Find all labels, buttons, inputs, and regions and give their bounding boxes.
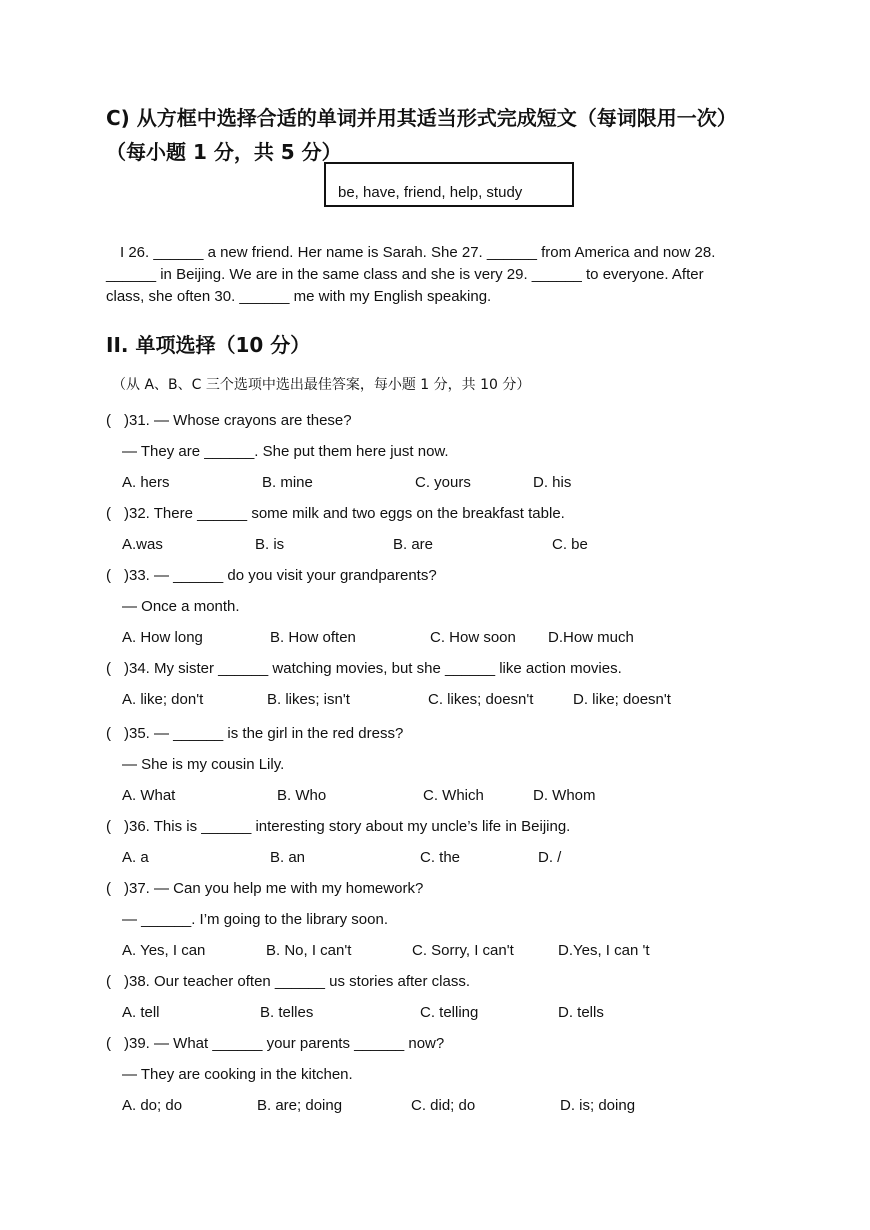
option-c: C. How soon <box>430 629 516 646</box>
word-box-text: be, have, friend, help, study <box>338 184 523 201</box>
question-stem: )36. This is ______ interesting story about my uncle’s life in Beijing. <box>124 818 571 835</box>
option-d: C. be <box>552 536 588 553</box>
option-d: D. his <box>533 474 572 491</box>
answer-paren: ( <box>106 818 111 835</box>
option-d: D.How much <box>548 629 634 646</box>
question-followup: — ______. I’m going to the library soon. <box>122 911 388 928</box>
answer-paren: ( <box>106 567 111 584</box>
option-b: B. Who <box>277 787 327 804</box>
passage-line-1: I 26. ______ a new friend. Her name is Sarah. She 27. ______ from America and now 28. <box>120 244 716 261</box>
option-a: A. How long <box>122 629 203 646</box>
section-2-title: II. 单项选择（10 分） <box>106 333 311 357</box>
option-d: D. / <box>538 849 562 866</box>
option-c: C. Which <box>423 787 484 804</box>
option-c: C. likes; doesn't <box>428 691 534 708</box>
option-c: C. the <box>420 849 461 866</box>
option-b: B. How often <box>270 629 356 646</box>
option-b: B. are; doing <box>257 1097 343 1114</box>
answer-paren: ( <box>106 725 111 742</box>
question-followup: — She is my cousin Lily. <box>122 756 285 773</box>
option-d: D. tells <box>558 1004 604 1021</box>
answer-paren: ( <box>106 973 111 990</box>
option-a: A. tell <box>122 1004 160 1021</box>
option-a: A. like; don't <box>122 691 204 708</box>
option-a: A. do; do <box>122 1097 183 1114</box>
option-b: B. No, I can't <box>266 942 352 959</box>
question-stem: )34. My sister ______ watching movies, but she ______ like action movies. <box>124 660 622 677</box>
option-b: B. is <box>255 536 285 553</box>
option-c: C. yours <box>415 474 471 491</box>
option-b: B. mine <box>262 474 313 491</box>
question-stem: )31. — Whose crayons are these? <box>124 412 352 429</box>
answer-paren: ( <box>106 1035 111 1052</box>
answer-paren: ( <box>106 880 111 897</box>
option-a: A. a <box>122 849 149 866</box>
answer-paren: ( <box>106 660 111 677</box>
option-a: A. Yes, I can <box>122 942 206 959</box>
question-followup: — They are cooking in the kitchen. <box>122 1066 353 1083</box>
section-c-title-line2: （每小题 1 分，共 5 分） <box>106 140 342 164</box>
section-2-instructions: （从 A、B、C 三个选项中选出最佳答案，每小题 1 分，共 10 分） <box>112 377 531 393</box>
question-stem: )35. — ______ is the girl in the red dress? <box>124 725 404 742</box>
option-a: A. hers <box>122 474 170 491</box>
answer-paren: ( <box>106 505 111 522</box>
option-b: B. likes; isn't <box>267 691 350 708</box>
option-d: D. like; doesn't <box>573 691 671 708</box>
option-b: B. an <box>270 849 306 866</box>
answer-paren: ( <box>106 412 111 429</box>
passage-line-3: class, she often 30. ______ me with my English speaking. <box>106 288 492 305</box>
question-followup: — Once a month. <box>122 598 240 615</box>
question-stem: )38. Our teacher often ______ us stories after class. <box>124 973 471 990</box>
option-d: D. Whom <box>533 787 596 804</box>
option-d: D. is; doing <box>560 1097 636 1114</box>
option-c: C. did; do <box>411 1097 476 1114</box>
option-b: B. telles <box>260 1004 314 1021</box>
question-stem: )33. — ______ do you visit your grandparents? <box>124 567 437 584</box>
question-stem: )37. — Can you help me with my homework? <box>124 880 424 897</box>
question-stem: )32. There ______ some milk and two eggs on the breakfast table. <box>124 505 565 522</box>
option-c: C. Sorry, I can't <box>412 942 514 959</box>
option-a: A.was <box>122 536 163 553</box>
option-a: A. What <box>122 787 176 804</box>
question-stem: )39. — What ______ your parents ______ now? <box>124 1035 445 1052</box>
word-box <box>324 162 574 207</box>
passage-line-2: ______ in Beijing. We are in the same class and she is very 29. ______ to everyone. After <box>106 266 704 283</box>
section-c-title-line1: C) 从方框中选择合适的单词并用其适当形式完成短文（每词限用一次） <box>106 106 737 130</box>
option-c: B. are <box>393 536 434 553</box>
option-d: D.Yes, I can 't <box>558 942 650 959</box>
question-followup: — They are ______. She put them here just now. <box>122 443 449 460</box>
option-c: C. telling <box>420 1004 479 1021</box>
